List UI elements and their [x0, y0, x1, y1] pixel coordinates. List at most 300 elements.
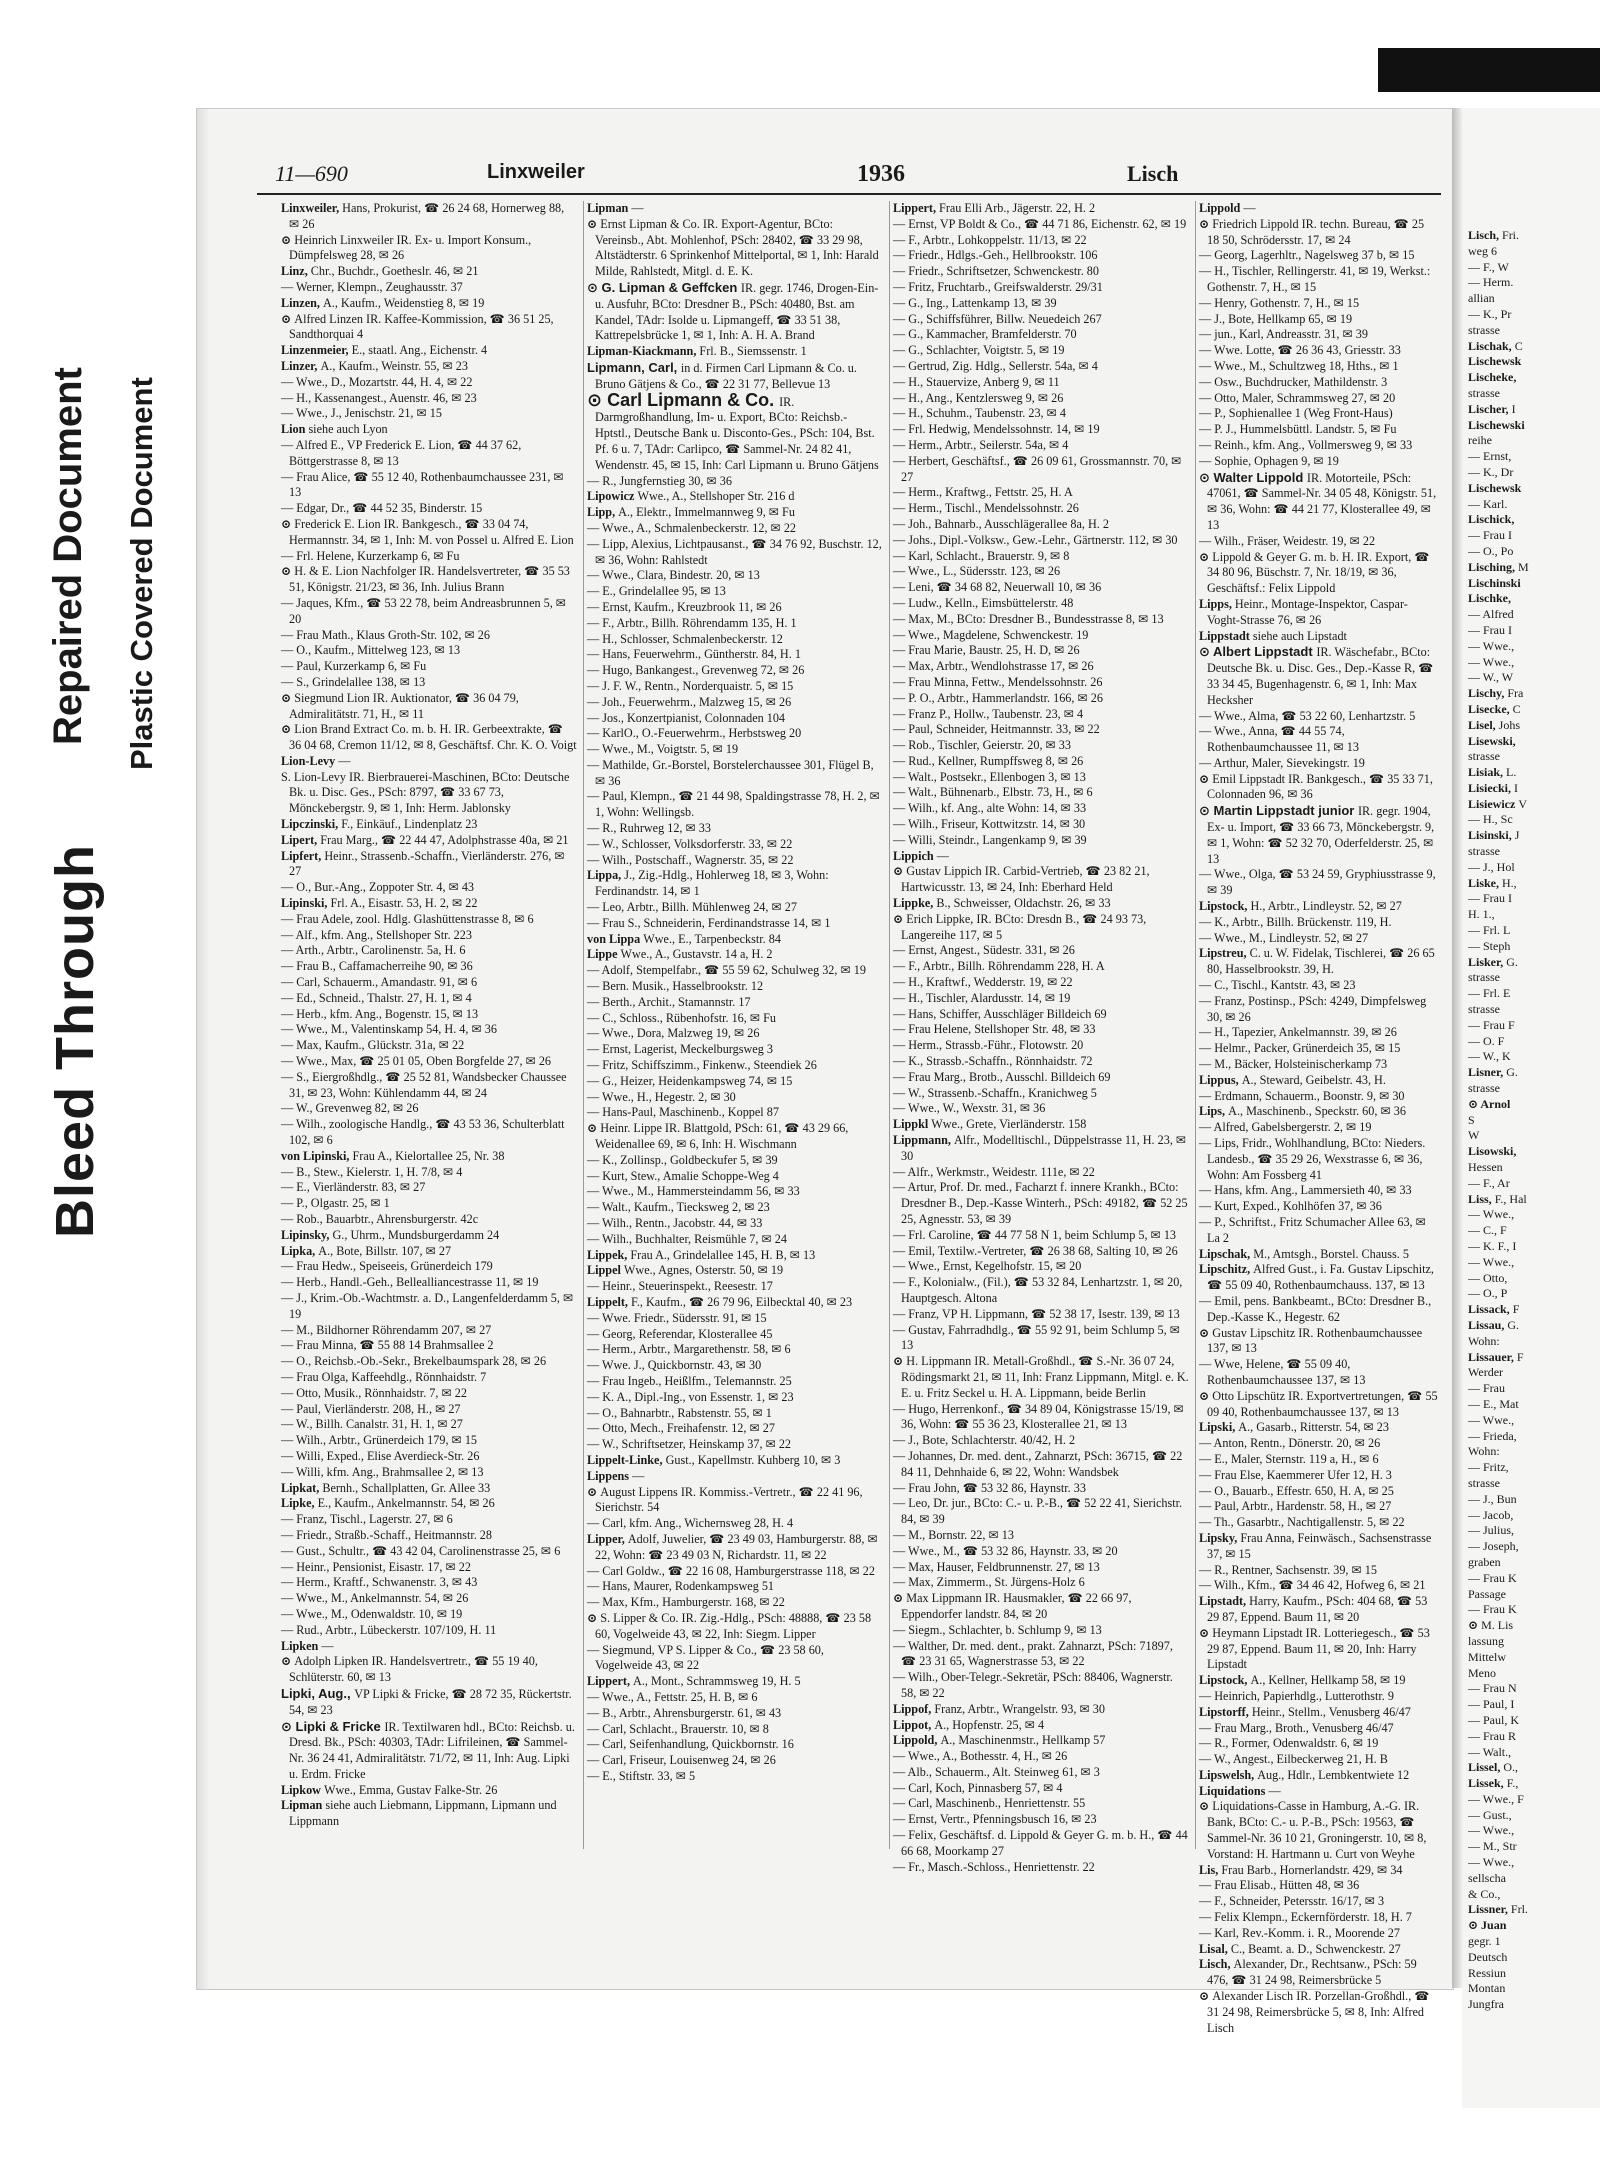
entry-details: Gust., Kapellmstr. Kuhberg 10, ✉ 3 [665, 1452, 841, 1467]
directory-entry [1199, 391, 1439, 407]
directory-entry [281, 691, 577, 723]
facing-entry [1462, 907, 1600, 923]
directory-entry [893, 1354, 1189, 1401]
directory-entry [1199, 1689, 1439, 1705]
entry-details: — Wwe., Olga, ☎ 53 24 59, Gryphiusstrasse 9, ✉ 39 [1199, 867, 1436, 898]
directory-entry [1199, 375, 1439, 391]
directory-entry [281, 1101, 577, 1117]
facing-entry [1462, 1192, 1600, 1208]
entry-details: — G., Heizer, Heidenkampsweg 74, ✉ 15 [587, 1073, 793, 1088]
facing-entry [1462, 370, 1600, 386]
entry-details: IR. gegr. 1746, Drogen-Ein- u. Ausfuhr, BCto: Dresdner B., PSch: 40480, Bst. am Kandel, TAdr: Isolde u. Lipmangeff, ☎ 33 51 38, Kattrepelsbrücke 1, ✉ 1, Inh: A. H. A. Brand [595, 280, 879, 343]
entry-details: — Frau Marie, Baustr. 25, H. D, ✉ 26 [893, 643, 1080, 658]
directory-entry [587, 679, 883, 695]
entry-details: I [1511, 401, 1516, 416]
directory-entry [1199, 1957, 1439, 1989]
entry-details: — Leni, ☎ 34 68 82, Neuerwall 10, ✉ 36 [893, 580, 1102, 595]
entry-details: A., Gasarb., Ritterstr. 54, ✉ 23 [1238, 1420, 1389, 1435]
entry-details: — Frau Elisab., Hütten 48, ✉ 36 [1199, 1878, 1360, 1893]
directory-column-3 [893, 201, 1189, 1874]
facing-entry [1462, 1160, 1600, 1176]
entry-details: Friedrich Lippold IR. techn. Bureau, ☎ 25 18 50, Schrödersstr. 17, ✉ 24 [1207, 216, 1425, 247]
entry-details: S. Lion-Levy IR. Bierbrauerei-Maschinen, BCto: Deutsche Bk. u. Disc. Ges., PSch: 8797, ☎ 33 67 73, Mönckebergstr. 9, ✉ 1, Inh: Herm. Jablonsky [281, 769, 570, 816]
entry-details: — Henry, Gothenstr. 7, H., ✉ 15 [1199, 295, 1360, 310]
directory-entry [281, 1719, 577, 1783]
entry-name: Lippelt-Linke, [587, 1452, 666, 1467]
entry-details: — O., Kaufm., Mittelweg 123, ✉ 13 [281, 643, 461, 658]
entry-name: von Lippa [587, 931, 644, 946]
directory-entry [281, 359, 577, 375]
directory-entry [893, 1070, 1189, 1086]
directory-entry [893, 1528, 1189, 1544]
entry-details: — Karl, Rev.-Komm. i. R., Moorende 27 [1199, 1925, 1400, 1940]
entry-name: Liss, [1468, 1191, 1495, 1206]
directory-entry [893, 312, 1189, 328]
entry-name: Lissau, [1468, 1317, 1508, 1332]
entry-details: Alexander Lisch IR. Porzellan-Großhdl., ☎ 31 24 98, Reimersbrücke 5, ✉ 8, Inh: Alfred Lisch [1207, 1989, 1430, 2035]
directory-entry [1199, 1989, 1439, 2036]
entry-details: IR. Motorteile, PSch: 47061, ☎ Sammel-Nr. 34 05 48, Königstr. 51, ✉ 36, Wohn: ☎ 44 21 77, Klosterallee 49, ✉ 13 [1207, 470, 1437, 532]
entry-name: Lisching, [1468, 559, 1519, 574]
entry-details: strasse [1468, 385, 1500, 400]
directory-entry [281, 1575, 577, 1591]
facing-entry [1462, 1745, 1600, 1761]
entry-name: Lippe [587, 947, 621, 962]
directory-entry [587, 789, 883, 821]
entry-details: siehe auch Lipstadt [1252, 628, 1347, 643]
entry-name: ⊙ [893, 1591, 907, 1606]
entry-details: E., Kaufm., Ankelmannstr. 54, ✉ 26 [317, 1496, 495, 1511]
directory-entry [1199, 1041, 1439, 1057]
directory-entry [281, 1496, 577, 1512]
entry-details: — Leo, Dr. jur., BCto: C.- u. P.-B., ☎ 52 22 41, Sierichstr. 84, ✉ 39 [893, 1496, 1183, 1527]
facing-entry [1462, 244, 1600, 260]
directory-entry [893, 280, 1189, 296]
entry-details: — Carl, Koch, Pinnasberg 57, ✉ 4 [893, 1780, 1063, 1795]
facing-entry [1462, 812, 1600, 828]
entry-details: — Rud., Arbtr., Lübeckerstr. 107/109, H. 11 [281, 1622, 497, 1637]
entry-details: G. [1506, 1065, 1518, 1080]
directory-entry [893, 1828, 1189, 1860]
entry-details: Passage [1468, 1586, 1506, 1601]
entry-details: — Johs., Dipl.-Volksw., Gew.-Lehr., Gärtnerstr. 112, ✉ 30 [893, 532, 1178, 547]
facing-entry [1462, 765, 1600, 781]
directory-entry [893, 943, 1189, 959]
entry-details: — Wwe., [1468, 654, 1515, 669]
entry-details: Erich Lippke, IR. BCto: Dresdn B., ☎ 24 93 73, Langereihe 117, ✉ 5 [901, 911, 1147, 942]
directory-entry [1199, 1784, 1439, 1800]
entry-details: Adolph Lipken IR. Handelsvertretr., ☎ 55 19 40, Schlüterstr. 60, ✉ 13 [289, 1654, 538, 1685]
entry-details: — P., Schriftst., Fritz Schumacher Allee 63, ✉ La 2 [1199, 1215, 1426, 1245]
entry-name: ⊙ Arnol [1468, 1096, 1511, 1111]
directory-entry [893, 343, 1189, 359]
directory-entry [1199, 1863, 1439, 1879]
entry-name: Lippelt, [587, 1294, 632, 1309]
entry-details: Wwe., Emma, Gustav Falke-Str. 26 [324, 1782, 498, 1797]
directory-entry [281, 659, 577, 675]
entry-name: Lippmann, [893, 1133, 954, 1148]
directory-entry [1199, 1594, 1439, 1626]
entry-name: ⊙ [587, 1121, 601, 1136]
entry-details: — Wwe., D., Mozartstr. 44, H. 4, ✉ 22 [281, 374, 473, 389]
entry-details: — Wwe., Magdelene, Schwenckestr. 19 [893, 627, 1089, 642]
entry-details: — Karl, Schlacht., Brauerstr. 9, ✉ 8 [893, 548, 1070, 563]
entry-name: Lipkow [281, 1782, 325, 1797]
entry-details: — B., Arbtr., Ahrensburgerstr. 61, ✉ 43 [587, 1705, 782, 1720]
entry-name: Lis, [1199, 1862, 1222, 1877]
directory-entry [893, 1275, 1189, 1307]
directory-entry [893, 1323, 1189, 1355]
directory-entry [587, 1722, 883, 1738]
entry-name: Lischinski [1468, 575, 1521, 590]
entry-details: C [1512, 701, 1521, 716]
entry-details: O., [1503, 1760, 1519, 1775]
directory-entry [893, 1101, 1189, 1117]
directory-entry [281, 1149, 577, 1165]
column-divider [583, 201, 584, 1849]
entry-details: — Hugo, Herrenkonf., ☎ 34 89 04, Königstrasse 15/19, ✉ 36, Wohn: ☎ 55 36 23, Klosterallee 21, ✉ 13 [893, 1401, 1184, 1432]
entry-details: — O., Reichsb.-Ob.-Sekr., Brekelbaumspark 28, ✉ 26 [281, 1354, 547, 1369]
entry-name: ⊙ [281, 722, 295, 737]
entry-name: Lissek, [1468, 1776, 1507, 1791]
entry-details: — R., Jungfernstieg 30, ✉ 36 [587, 473, 732, 488]
facing-entry [1462, 433, 1600, 449]
directory-entry [1199, 1926, 1439, 1942]
directory-entry [893, 1259, 1189, 1275]
entry-details: — Wwe., A., Fettstr. 25, H. B, ✉ 6 [587, 1689, 758, 1704]
facing-entry [1462, 560, 1600, 576]
entry-details: — M., Bäcker, Holsteinischerkamp 73 [1199, 1057, 1388, 1072]
entry-details: Heinr., Strassenb.-Schaffn., Vierländerstr. 276, ✉ 27 [289, 848, 565, 879]
entry-details: — Frau Marg., Brotb., Ausschl. Billdeich 69 [893, 1069, 1111, 1084]
scan-dark-corner [1378, 48, 1600, 92]
directory-entry [587, 1564, 883, 1580]
directory-entry [893, 1670, 1189, 1702]
directory-entry [587, 474, 883, 490]
directory-entry [587, 505, 883, 521]
directory-entry [893, 896, 1189, 912]
entry-details: — Wilh., Fräser, Weidestr. 19, ✉ 22 [1199, 533, 1376, 548]
entry-details: S. Lipper & Co. IR. Zig.-Hdlg., PSch: 48888, ☎ 23 58 60, Vogelweide 43, ✉ 22, Inh: Siegm. Lipper [595, 1610, 872, 1641]
entry-name: Lissauer, [1468, 1349, 1517, 1364]
entry-details: — O., Bauarb., Effestr. 650, H. A, ✉ 25 [1199, 1483, 1394, 1498]
directory-entry [893, 975, 1189, 991]
entry-details: — Kurt, Exped., Kohlhöfen 37, ✉ 36 [1199, 1199, 1382, 1214]
facing-entry [1462, 1934, 1600, 1950]
entry-details: — Helmr., Packer, Grünerdeich 35, ✉ 15 [1199, 1041, 1401, 1056]
directory-entry [893, 264, 1189, 280]
directory-entry [281, 1402, 577, 1418]
directory-entry [281, 406, 577, 422]
directory-entry [587, 1769, 883, 1785]
entry-details: — Wwe., [1468, 1412, 1515, 1427]
directory-entry [587, 632, 883, 648]
entry-details: Liquidations-Casse in Hamburg, A.-G. IR. Bank, BCto: C.- u. P.-B., PSch: 19563, ☎ Sammel-Nr. 36 10 21, Groningerstr. 10, ✉ 8, Vorstand: H. Hartmann u. Curt von Weyhe [1207, 1799, 1427, 1861]
entry-details: — Edgar, Dr., ☎ 44 52 35, Binderstr. 15 [281, 501, 483, 516]
entry-details: A., Kaufm., Weidenstieg 8, ✉ 19 [322, 295, 485, 310]
entry-details: — Wwe., [1468, 638, 1515, 653]
directory-entry [1199, 1673, 1439, 1689]
directory-entry [893, 1623, 1189, 1639]
directory-entry [281, 628, 577, 644]
facing-entry [1462, 655, 1600, 671]
entry-details: — [338, 753, 351, 768]
facing-entry [1462, 1823, 1600, 1839]
entry-details: — H., Schlosser, Schmalenbeckerstr. 12 [587, 631, 783, 646]
facing-entry [1462, 576, 1600, 592]
directory-entry [587, 1232, 883, 1248]
directory-entry [1199, 1389, 1439, 1421]
entry-name: Lipstadt, [1199, 1594, 1250, 1609]
directory-entry [587, 1421, 883, 1437]
entry-details: — E., Vierländerstr. 83, ✉ 27 [281, 1180, 426, 1195]
entry-name: Lipke, [281, 1496, 318, 1511]
entry-name: Lipsky, [1199, 1530, 1241, 1545]
entry-name: Lippert, [587, 1674, 634, 1689]
facing-entry [1462, 1286, 1600, 1302]
entry-name: ⊙ [587, 1484, 601, 1499]
facing-entry [1462, 323, 1600, 339]
entry-details: — Frieda, [1468, 1428, 1517, 1443]
facing-entry [1462, 891, 1600, 907]
directory-entry [893, 1449, 1189, 1481]
facing-entry [1462, 1997, 1600, 2013]
directory-entry [281, 1686, 577, 1719]
directory-entry [893, 1496, 1189, 1528]
directory-entry [1199, 406, 1439, 422]
directory-entry [281, 928, 577, 944]
directory-entry [1199, 550, 1439, 597]
directory-entry [587, 217, 883, 280]
entry-details: Lippold & Geyer G. m. b. H. IR. Export, ☎ 34 80 96, Büschstr. 7, Nr. 18/19, ✉ 36, Geschäftsf.: Felix Lippold [1207, 549, 1430, 596]
directory-entry [281, 1449, 577, 1465]
repaired-document-label: Repaired Document [46, 367, 90, 745]
entry-details: — H., Ang., Kentzlersweg 9, ✉ 26 [893, 390, 1064, 405]
facing-entry [1462, 1523, 1600, 1539]
entry-name: Lippa, [587, 868, 625, 883]
directory-entry [1199, 201, 1439, 217]
entry-details: — Carl Goldw., ☎ 22 16 08, Hamburgerstrasse 118, ✉ 22 [587, 1563, 875, 1578]
directory-entry [1199, 217, 1439, 249]
entry-details: — Wwe., Max, ☎ 25 01 05, Oben Borgfelde 27, ✉ 26 [281, 1054, 552, 1069]
entry-details: — Ernst, VP Boldt & Co., ☎ 44 71 86, Eichenstr. 62, ✉ 19 [893, 216, 1187, 231]
facing-entry [1462, 970, 1600, 986]
entry-details: — Alfred, Gabelsbergerstr. 2, ✉ 19 [1199, 1120, 1372, 1135]
entry-details: — Siegmund, VP S. Lipper & Co., ☎ 23 58 60, Vogelweide 43, ✉ 22 [587, 1642, 824, 1673]
entry-name: Lischewski [1468, 417, 1525, 432]
entry-details: — Herb., kfm. Ang., Bogenstr. 15, ✉ 13 [281, 1006, 479, 1021]
directory-entry [281, 1244, 577, 1260]
directory-entry [893, 707, 1189, 723]
directory-entry [893, 549, 1189, 565]
directory-entry [587, 360, 883, 393]
directory-entry [1199, 1563, 1439, 1579]
entry-details: Wwe., A., Gustavstr. 14 a, H. 2 [620, 947, 773, 962]
entry-details: — W., Strassenb.-Schaffn., Kranichweg 5 [893, 1085, 1097, 1100]
facing-entry [1462, 1207, 1600, 1223]
entry-details: August Lippens IR. Kommiss.-Vertretr., ☎ 22 41 96, Sierichstr. 54 [595, 1484, 863, 1515]
entry-name: ⊙ [587, 216, 601, 231]
directory-entry [893, 1433, 1189, 1449]
entry-name: ⊙ [281, 1654, 295, 1669]
directory-entry [281, 517, 577, 549]
entry-details: — Carl, Schauerm., Amandastr. 91, ✉ 6 [281, 975, 478, 990]
entry-details: — Frau I [1468, 891, 1512, 906]
entry-details: — C., Tischl., Kantstr. 43, ✉ 23 [1199, 978, 1356, 993]
entry-details: H. 1., [1468, 907, 1495, 922]
entry-details: Wwe., A., Stellshoper Str. 216 d [637, 489, 795, 504]
entry-details: G. [1507, 1317, 1520, 1332]
entry-details: — Berth., Archit., Stamannstr. 17 [587, 994, 751, 1009]
entry-details: — Georg, Lagerhltr., Nagelsweg 37 b, ✉ 15 [1199, 248, 1415, 263]
entry-details: — K., Pr [1468, 306, 1512, 321]
directory-entry [893, 217, 1189, 233]
entry-details: — K. F., I [1468, 1239, 1517, 1253]
facing-entry [1462, 228, 1600, 244]
directory-entry [1199, 1942, 1439, 1958]
facing-entry [1462, 1302, 1600, 1318]
directory-entry [281, 1591, 577, 1607]
entry-details: — Ludw., Kelln., Eimsbüttelerstr. 48 [893, 595, 1074, 610]
directory-entry [1199, 422, 1439, 438]
directory-entry [893, 501, 1189, 517]
page-number: 11—690 [275, 161, 348, 186]
directory-entry [1199, 248, 1439, 264]
entry-details: — F., W [1468, 259, 1509, 274]
directory-entry [281, 201, 577, 233]
directory-entry [281, 1623, 577, 1639]
entry-details: — Wwe., M., ☎ 53 32 86, Haynstr. 33, ✉ 20 [893, 1543, 1118, 1558]
facing-entry [1462, 1508, 1600, 1524]
entry-name: Lipschitz, [1199, 1262, 1254, 1277]
directory-entry [587, 758, 883, 790]
directory-entry [281, 296, 577, 312]
directory-entry [281, 1354, 577, 1370]
directory-entry [1199, 1752, 1439, 1768]
entry-details: — M., Bornstr. 22, ✉ 13 [893, 1527, 1014, 1542]
entry-details: F., Hal [1494, 1191, 1527, 1206]
entry-details: A., Mont., Schrammsweg 19, H. 5 [633, 1674, 801, 1689]
directory-entry [281, 1054, 577, 1070]
entry-details: Frl. [1510, 1902, 1528, 1917]
directory-entry [893, 1733, 1189, 1749]
directory-entry [587, 521, 883, 537]
entry-details: — Max, Arbtr., Wendlohstrasse 17, ✉ 26 [893, 659, 1094, 674]
entry-details: — Wwe., M., Lindleystr. 52, ✉ 27 [1199, 930, 1369, 945]
entry-details: — G., Schlachter, Voigtstr. 5, ✉ 19 [893, 343, 1065, 358]
directory-entry [587, 1406, 883, 1422]
entry-details: A., Maschinenmstr., Hellkamp 57 [940, 1733, 1106, 1748]
entry-details: I [1514, 780, 1519, 795]
entry-name: Lion-Levy [281, 753, 339, 768]
entry-details: — H., Kraftwf., Wedderstr. 19, ✉ 22 [893, 975, 1073, 990]
entry-details: — Heinr., Steuerinspekt., Reesestr. 17 [587, 1279, 773, 1294]
directory-entry [587, 537, 883, 569]
directory-entry [893, 564, 1189, 580]
facing-entry [1462, 291, 1600, 307]
directory-entry [281, 1275, 577, 1291]
facing-entry [1462, 1713, 1600, 1729]
entry-details: — Gust., Schultr., ☎ 43 42 04, Carolinenstrasse 25, ✉ 6 [281, 1543, 561, 1558]
entry-details: — Artur, Prof. Dr. med., Facharzt f. innere Krankh., BCto: Dresdner B., Dep.-Kasse Winterh., PSch: 49182, ☎ 52 25 25, Agnesstr. 53, ✉ 39 [893, 1180, 1188, 1226]
entry-details: siehe auch Lyon [308, 422, 388, 437]
page-header [257, 161, 1441, 191]
facing-entry [1462, 1476, 1600, 1492]
entry-name: ⊙ Walter Lippold [1199, 469, 1307, 485]
directory-entry [587, 1295, 883, 1311]
entry-details: strasse [1468, 749, 1500, 764]
facing-entry [1462, 1697, 1600, 1713]
entry-details: — Herm., Kraftwg., Fettstr. 25, H. A [893, 485, 1073, 500]
facing-entry [1462, 1144, 1600, 1160]
entry-name: Lipman [587, 201, 632, 215]
entry-name: Linzer, [281, 358, 321, 373]
facing-entry [1462, 844, 1600, 860]
directory-entry [281, 1607, 577, 1623]
facing-entry [1462, 1634, 1600, 1650]
entry-details: Fra [1507, 686, 1524, 701]
directory-entry [281, 722, 577, 754]
entry-details: Frl. A., Eisastr. 53, H. 2, ✉ 22 [330, 896, 478, 911]
directory-entry [587, 280, 883, 344]
entry-details: — Wwe., J., Jenischstr. 21, ✉ 15 [281, 406, 442, 421]
directory-entry [587, 600, 883, 616]
entry-details: — S., Grindelallee 138, ✉ 13 [281, 674, 426, 689]
entry-name: Lisinski, [1468, 828, 1515, 843]
facing-entry [1462, 1350, 1600, 1366]
directory-entry [893, 864, 1189, 896]
entry-details: — Walther, Dr. med. dent., prakt. Zahnarzt, PSch: 71897, ☎ 23 31 65, Wagnerstrasse 53, ✉ 22 [893, 1638, 1173, 1669]
directory-entry [1199, 1499, 1439, 1515]
directory-entry [281, 1117, 577, 1149]
entry-details: — Wwe, Helene, ☎ 55 09 40, Rothenbaumchaussee 137, ✉ 13 [1199, 1357, 1366, 1387]
directory-entry [587, 663, 883, 679]
entry-details: — Wilh., Kfm., ☎ 34 46 42, Hofweg 6, ✉ 21 [1199, 1578, 1426, 1593]
facing-entry [1462, 607, 1600, 623]
entry-details: — Ed., Schneid., Thalstr. 27, H. 1, ✉ 4 [281, 990, 472, 1005]
facing-entry [1462, 718, 1600, 734]
entry-details: strasse [1468, 1475, 1500, 1490]
entry-details: C [1514, 338, 1523, 353]
entry-details: — Wwe., M., Ankelmannstr. 54, ✉ 26 [281, 1591, 469, 1606]
directory-entry [1199, 644, 1439, 708]
entry-name: ⊙ [1199, 216, 1213, 231]
column-divider [889, 201, 890, 1849]
entry-name: Lissel, [1468, 1760, 1504, 1775]
entry-name: ⊙ [281, 564, 295, 579]
entry-name: ⊙ [1468, 1618, 1482, 1633]
entry-name: Lippot, [893, 1717, 935, 1732]
directory-entry [1199, 772, 1439, 804]
entry-details: — H., Kassenangest., Auenstr. 46, ✉ 23 [281, 390, 477, 405]
entry-details: Alfred Gust., i. Fa. Gustav Lipschitz, ☎ 55 09 40, Rothenbaumchauss. 137, ✉ 13 [1207, 1262, 1434, 1293]
entry-details: — Gertrud, Zig. Hdlg., Sellerstr. 54a, ✉ 4 [893, 358, 1098, 373]
entry-details: — Friedr., Straßb.-Schaff., Heitmannstr. 28 [281, 1527, 492, 1542]
directory-entry [1199, 1736, 1439, 1752]
header-rule [257, 193, 1441, 195]
entry-name: Lipinski, [281, 896, 331, 911]
entry-details: V [1518, 796, 1527, 811]
directory-entry [893, 1702, 1189, 1718]
entry-details: — P. O., Arbtr., Hammerlandstr. 166, ✉ 26 [893, 690, 1103, 705]
entry-details: — Otto, Maler, Schrammsweg 27, ✉ 20 [1199, 390, 1396, 405]
directory-entry [587, 1674, 883, 1690]
entry-details: M [1518, 559, 1529, 574]
entry-name: ⊙ [1199, 1625, 1213, 1640]
directory-entry [1199, 1799, 1439, 1862]
entry-details: Frau Anna, Feinwäsch., Sachsenstrasse 37, ✉ 15 [1207, 1530, 1432, 1561]
entry-details: — Arthur, Maler, Sievekingstr. 19 [1199, 755, 1365, 770]
